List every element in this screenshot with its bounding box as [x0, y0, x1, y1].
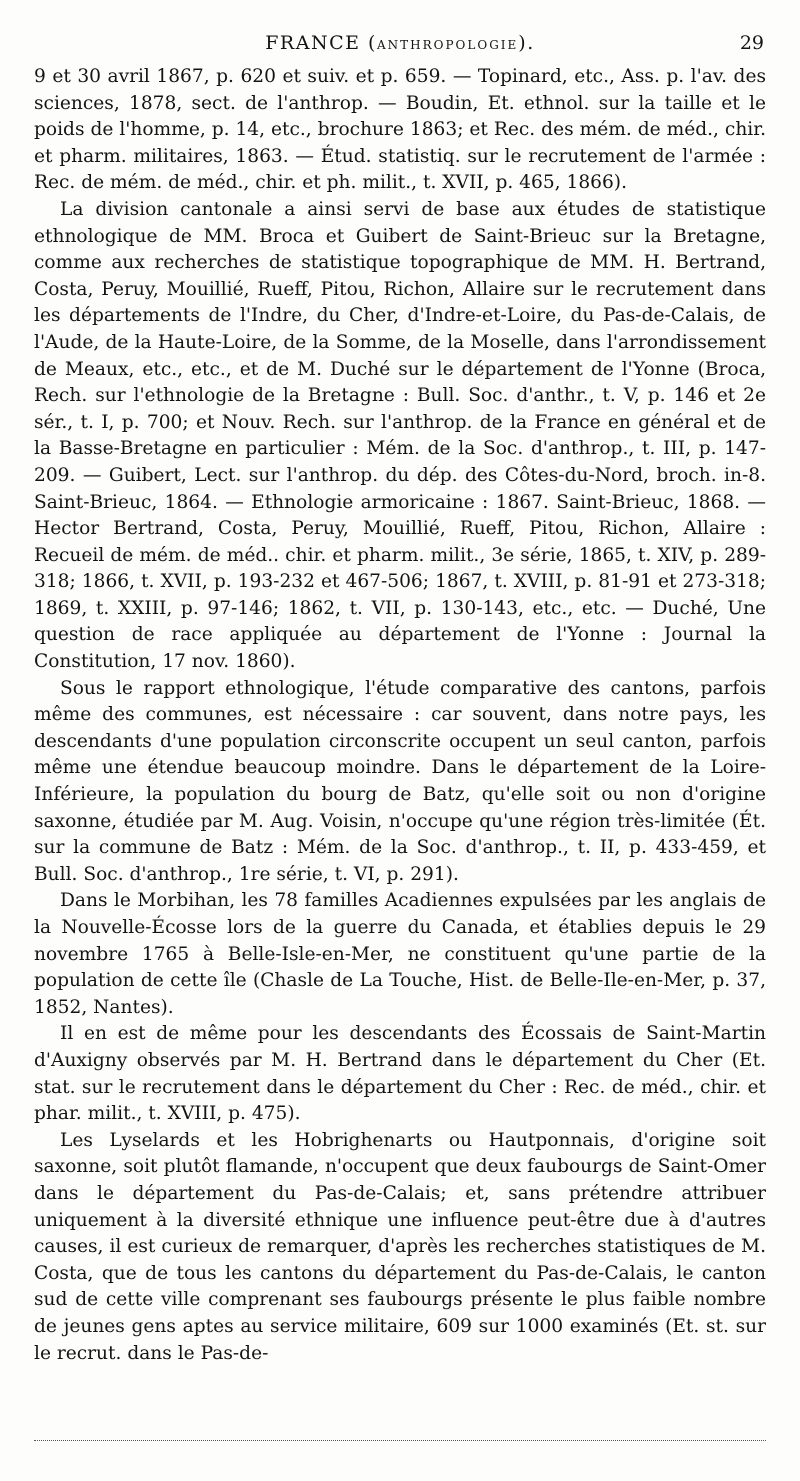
footer-dotted-rule [34, 1440, 766, 1441]
page-number: 29 [739, 32, 764, 54]
paragraph-morbihan: Dans le Morbihan, les 78 familles Acadiennes expulsées par les anglais de la Nouvelle-Écosse lors de la guerre du Canada, et établies depuis le 29 novembre 1765 à Belle-Isle-en-Mer, ne constituent qu'une partie de la population de cette île (Chasle de La Touche, Hist. de Belle-Ile-en-Mer, p. 37, 1852, Nantes). [34, 890, 766, 1018]
body-text [34, 64, 766, 1367]
paragraph-ethnological-study: Sous le rapport ethnologique, l'étude comparative des cantons, parfois même des communes, est nécessaire : car souvent, dans notre pays, les descendants d'une population circonscrite occupent un seul canton, parfois même une étendue beaucoup moindre. Dans le département de la Loire-Inférieure, la population du bourg de Batz, qu'elle soit ou non d'origine saxonne, étudiée par M. Aug. Voisin, n'occupe qu'une région très-limitée (Ét. sur la commune de Batz : Mém. de la Soc. d'anthrop., t. II, p. 433-459, et Bull. Soc. d'anthrop., 1re série, t. VI, p. 291). [34, 677, 766, 885]
paragraph-saint-martin: Il en est de même pour les descendants des Écossais de Saint-Martin d'Auxigny observés par M. H. Bertrand dans le département du Cher (Et. stat. sur le recrutement dans le département du Cher : Rec. de méd., chir. et phar. milit., t. XVIII, p. 475). [34, 1023, 766, 1125]
running-title-main: FRANCE [265, 32, 361, 54]
running-header [34, 30, 766, 60]
running-title-sub: ANTHROPOLOGIE [376, 38, 519, 52]
paragraph-saint-omer: Les Lyselards et les Hobrighenarts ou Hautponnais, d'origine soit saxonne, soit plutôt flamande, n'occupent que deux faubourgs de Saint-Omer dans le département du Pas-de-Calais; et, sans prétendre attribuer uniquement à la diversité ethnique une influence peut-être due à d'autres causes, il est curieux de remarquer, d'après les recherches statistiques de M. Costa, que de tous les cantons du département du Pas-de-Calais, le canton sud de cette ville comprenant ses faubourgs présente le plus faible nombre de jeunes gens aptes au service militaire, 609 sur 1000 examinés (Et. st. sur le recrut. dans le Pas-de- [34, 1129, 766, 1364]
paragraph-continuation: 9 et 30 avril 1867, p. 620 et suiv. et p. 659. — Topinard, etc., Ass. p. l'av. des sciences, 1878, sect. de l'anthrop. — Boudin, Et. ethnol. sur la taille et le poids de l'homme, p. 14, etc., brochure 1863; et Rec. des mém. de méd., chir. et pharm. militaires, 1863. — Étud. statistiq. sur le recrutement de l'armée : Rec. de mém. de méd., chir. et ph. milit., t. XVII, p. 465, 1866). [34, 66, 766, 194]
paragraph-cantonal-division: La division cantonale a ainsi servi de base aux études de statistique ethnologique de MM. Broca et Guibert de Saint-Brieuc sur la Bretagne, comme aux recherches de statistique topographique de MM. H. Bertrand, Costa, Peruy, Mouillié, Rueff, Pitou, Richon, Allaire sur le recrutement dans les départements de l'Indre, du Cher, d'Indre-et-Loire, du Pas-de-Calais, de l'Aude, de la Haute-Loire, de la Somme, de la Moselle, dans l'arrondissement de Meaux, etc., etc., et de M. Duché sur le département de l'Yonne (Broca, Rech. sur l'ethnologie de la Bretagne : Bull. Soc. d'anthr., t. V, p. 146 et 2e sér., t. I, p. 700; et Nouv. Rech. sur l'anthrop. de la France en général et de la Basse-Bretagne en particulier : Mém. de la Soc. d'anthrop., t. III, p. 147-209. — Guibert, Lect. sur l'anthrop. du dép. des Côtes-du-Nord, broch. in-8. Saint-Brieuc, 1864. — Ethnologie armoricaine : 1867. Saint-Brieuc, 1868. — Hector Bertrand, Costa, Peruy, Mouillié, Rueff, Pitou, Richon, Allaire : Recueil de mém. de méd.. chir. et pharm. milit., 3e série, 1865, t. XIV, p. 289-318; 1866, t. XVII, p. 193-232 et 467-506; 1867, t. XVIII, p. 81-91 et 273-318; 1869, t. XXIII, p. 97-146; 1862, t. VII, p. 130-143, etc., etc. — Duché, Une question de race appliquée au département de l'Yonne : Journal la Constitution, 17 nov. 1860). [34, 198, 766, 673]
running-title: FRANCE (ANTHROPOLOGIE). [265, 32, 535, 54]
